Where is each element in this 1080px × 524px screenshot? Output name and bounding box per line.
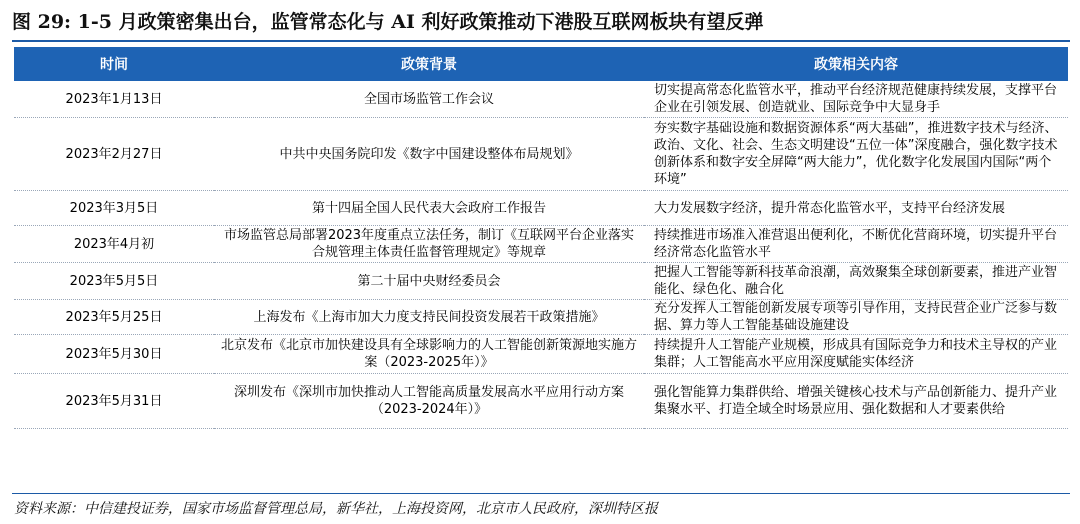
row-content: 切实提高常态化监管水平，推动平台经济规范健康持续发展，支撑平台企业在引领发展、创造就业、国际竞争中大显身手 — [644, 81, 1068, 118]
row-date: 2023年5月5日 — [14, 263, 214, 300]
header-date: 时间 — [14, 47, 214, 81]
source-note: 资料来源：中信建投证券，国家市场监督管理总局，新华社，上海投资网，北京市人民政府，深圳特区报 — [14, 501, 658, 517]
row-content: 强化智能算力集群供给、增强关键核心技术与产品创新能力、提升产业集聚水平、打造全域全时场景应用、强化数据和人才要素供给 — [644, 374, 1068, 429]
table-row — [14, 226, 1068, 263]
table-row — [14, 263, 1068, 300]
footer-divider — [12, 493, 1070, 494]
row-date: 2023年5月31日 — [14, 374, 214, 429]
figure-title: 图 29: 1-5 月政策密集出台，监管常态化与 AI 利好政策推动下港股互联网板块有望反弹 — [12, 11, 764, 33]
row-content: 持续提升人工智能产业规模，形成具有国际竞争力和技术主导权的产业集群；人工智能高水平应用深度赋能实体经济 — [644, 335, 1068, 374]
row-date: 2023年3月5日 — [14, 191, 214, 226]
row-content: 夯实数字基础设施和数据资源体系“两大基础”，推进数字技术与经济、政治、文化、社会、生态文明建设“五位一体”深度融合，强化数字技术创新体系和数字安全屏障“两大能力”，优化数字化发展国内国际“两个环境” — [644, 118, 1068, 191]
row-content: 持续推进市场准入准营退出便利化，不断优化营商环境，切实提升平台经济常态化监管水平 — [644, 226, 1068, 263]
table-header-row — [14, 47, 1068, 81]
table-row — [14, 300, 1068, 335]
row-date: 2023年5月25日 — [14, 300, 214, 335]
table-row — [14, 335, 1068, 374]
row-content: 充分发挥人工智能创新发展专项等引导作用，支持民营企业广泛参与数据、算力等人工智能基础设施建设 — [644, 300, 1068, 335]
table-row — [14, 81, 1068, 118]
table-row — [14, 374, 1068, 429]
table-row — [14, 118, 1068, 191]
row-date: 2023年2月27日 — [14, 118, 214, 191]
policy-table — [14, 47, 1068, 429]
header-content: 政策相关内容 — [644, 47, 1068, 81]
title-divider — [12, 40, 1070, 42]
row-content: 把握人工智能等新科技革命浪潮，高效聚集全球创新要素，推进产业智能化、绿色化、融合化 — [644, 263, 1068, 300]
row-background: 第十四届全国人民代表大会政府工作报告 — [214, 191, 644, 226]
row-background: 第二十届中央财经委员会 — [214, 263, 644, 300]
row-date: 2023年1月13日 — [14, 81, 214, 118]
row-background: 深圳发布《深圳市加快推动人工智能高质量发展高水平应用行动方案（2023-2024年）》 — [214, 374, 644, 429]
row-background: 市场监管总局部署2023年度重点立法任务，制订《互联网平台企业落实合规管理主体责任监督管理规定》等规章 — [214, 226, 644, 263]
header-background: 政策背景 — [214, 47, 644, 81]
row-date: 2023年5月30日 — [14, 335, 214, 374]
row-content: 大力发展数字经济，提升常态化监管水平，支持平台经济发展 — [644, 191, 1068, 226]
row-background: 上海发布《上海市加大力度支持民间投资发展若干政策措施》 — [214, 300, 644, 335]
row-background: 北京发布《北京市加快建设具有全球影响力的人工智能创新策源地实施方案（2023-2025年）》 — [214, 335, 644, 374]
table-row — [14, 191, 1068, 226]
row-background: 中共中央国务院印发《数字中国建设整体布局规划》 — [214, 118, 644, 191]
row-date: 2023年4月初 — [14, 226, 214, 263]
row-background: 全国市场监管工作会议 — [214, 81, 644, 118]
